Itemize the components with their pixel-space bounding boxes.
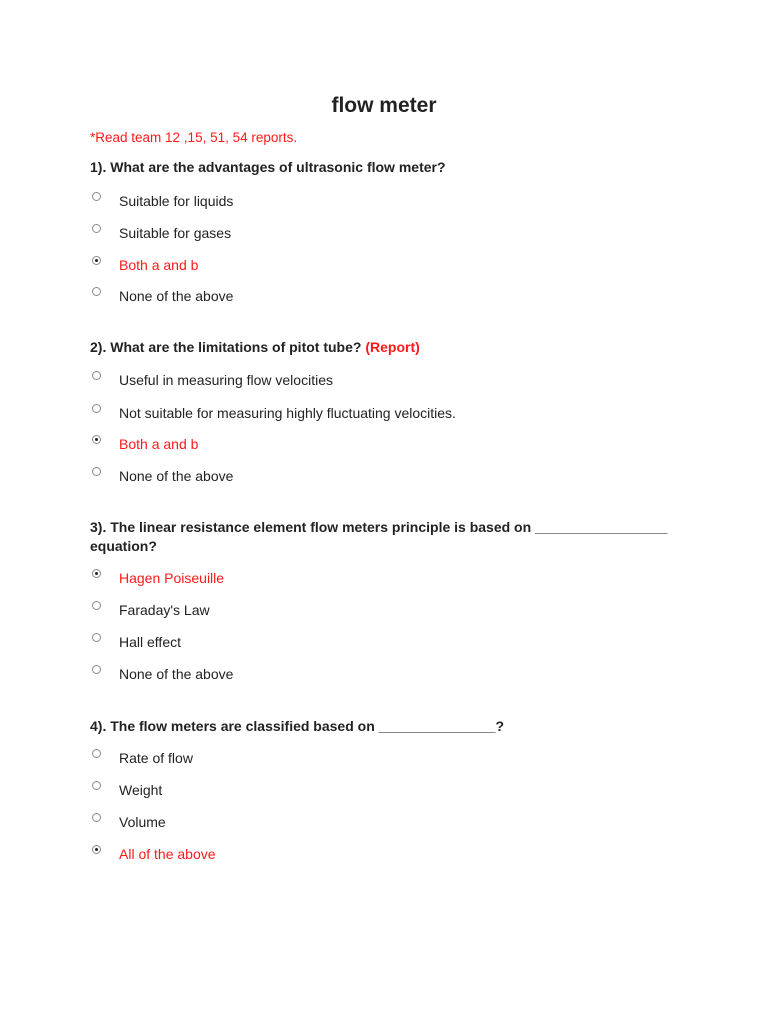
q2-option-3[interactable] (90, 435, 690, 457)
q1-option-3[interactable] (90, 256, 690, 278)
option-label: None of the above (119, 288, 234, 304)
radio-icon[interactable] (92, 404, 101, 413)
q4-option-3[interactable] (90, 813, 690, 835)
radio-icon[interactable] (92, 749, 101, 758)
question-1 (90, 158, 690, 177)
radio-icon[interactable] (92, 371, 101, 380)
option-label: Volume (119, 814, 166, 830)
radio-checked-icon[interactable] (92, 569, 101, 578)
radio-icon[interactable] (92, 192, 101, 201)
option-label: None of the above (119, 666, 234, 682)
option-label: Suitable for liquids (119, 193, 234, 209)
question-2-text: 2). What are the limitations of pitot tube? (90, 339, 362, 355)
option-label: Rate of flow (119, 750, 193, 766)
radio-icon[interactable] (92, 224, 101, 233)
radio-checked-icon[interactable] (92, 256, 101, 265)
radio-checked-icon[interactable] (92, 845, 101, 854)
q1-option-1[interactable] (90, 192, 690, 214)
page-title: flow meter (331, 94, 437, 117)
option-label: Useful in measuring flow velocities (119, 372, 333, 388)
option-label: None of the above (119, 468, 234, 484)
question-3 (90, 518, 680, 556)
radio-checked-icon[interactable] (92, 435, 101, 444)
option-label: Faraday's Law (119, 602, 210, 618)
question-1-text: 1). What are the advantages of ultrasonic flow meter? (90, 159, 446, 175)
q3-option-3[interactable] (90, 633, 690, 655)
question-3-text: 3). The linear resistance element flow meters principle is based on _________________ equation? (90, 519, 668, 554)
q3-option-4[interactable] (90, 665, 690, 687)
option-label: Hall effect (119, 634, 181, 650)
q1-option-4[interactable] (90, 287, 690, 309)
radio-icon[interactable] (92, 633, 101, 642)
question-2 (90, 338, 690, 357)
option-label: Suitable for gases (119, 225, 232, 241)
q3-option-1[interactable] (90, 569, 690, 591)
option-label-answer: All of the above (119, 846, 216, 862)
option-label: Not suitable for measuring highly fluctuating velocities. (119, 405, 456, 421)
q4-option-4[interactable] (90, 845, 690, 867)
q2-option-2[interactable] (90, 404, 690, 426)
question-2-tag: (Report) (365, 339, 420, 355)
radio-icon[interactable] (92, 467, 101, 476)
radio-icon[interactable] (92, 813, 101, 822)
radio-icon[interactable] (92, 781, 101, 790)
radio-icon[interactable] (92, 665, 101, 674)
option-label: Weight (119, 782, 163, 798)
q4-option-1[interactable] (90, 749, 690, 771)
radio-icon[interactable] (92, 601, 101, 610)
radio-icon[interactable] (92, 287, 101, 296)
question-4-text: 4). The flow meters are classified based on _______________? (90, 718, 504, 734)
q4-option-2[interactable] (90, 781, 690, 803)
q2-option-1[interactable] (90, 371, 690, 393)
q3-option-2[interactable] (90, 601, 690, 623)
q1-option-2[interactable] (90, 224, 690, 246)
q2-option-4[interactable] (90, 467, 690, 489)
option-label-answer: Both a and b (119, 257, 199, 273)
reading-note: *Read team 12 ,15, 51, 54 reports. (90, 130, 298, 145)
question-4 (90, 717, 690, 736)
option-label-answer: Both a and b (119, 436, 199, 452)
option-label-answer: Hagen Poiseuille (119, 570, 225, 586)
